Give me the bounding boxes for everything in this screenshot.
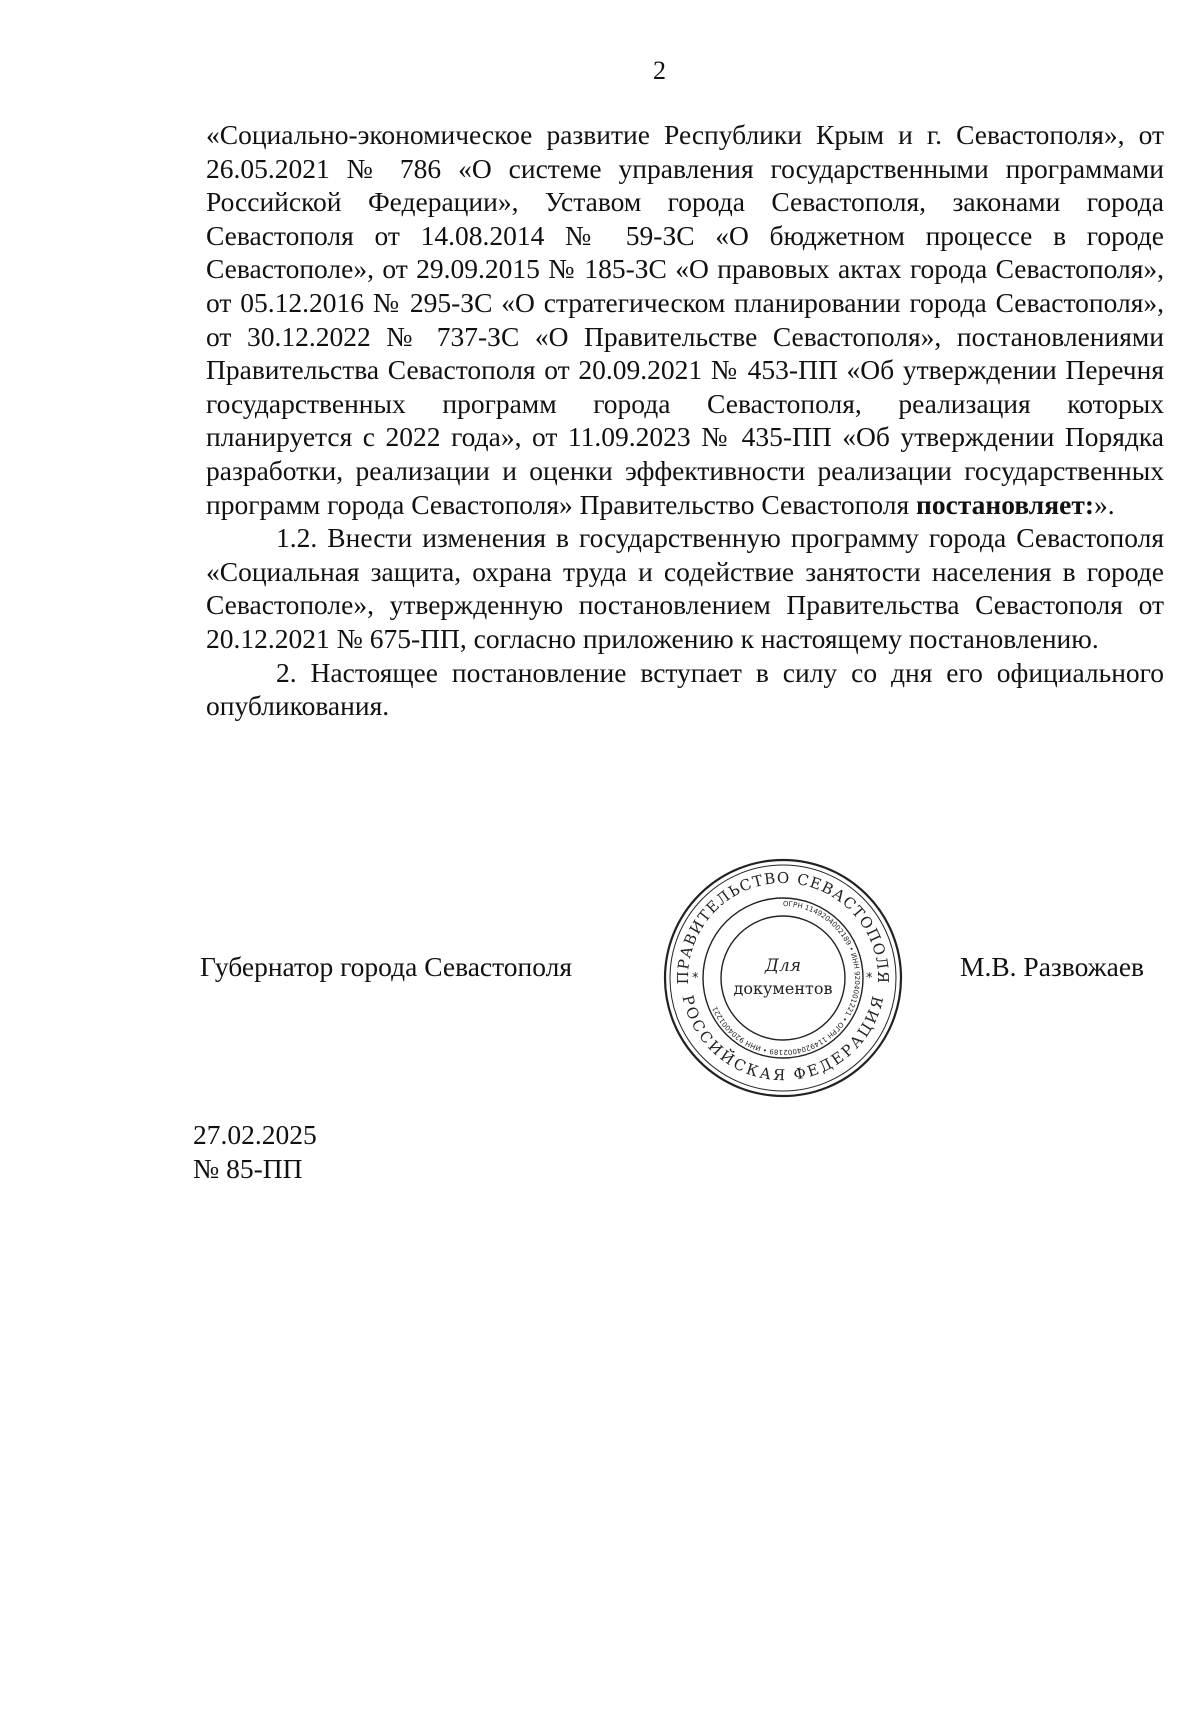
seal-outer-bottom-text: РОССИЙСКАЯ ФЕДЕРАЦИЯ	[678, 993, 888, 1085]
official-seal	[660, 855, 906, 1101]
paragraph-amendment: 1.2. Внести изменения в государственную программу города Севастополя «Социальная защита, охрана труда и содействие занятости населения в городе Севастополе», утвержденную постановлением Правительства Севастополя от 20.12.2021 № 675-ПП, согласно приложению к настоящему постановлению.	[206, 522, 1164, 654]
seal-outer-ring-inner	[670, 865, 896, 1091]
document-number: № 85-ПП	[193, 1153, 303, 1184]
signatory-title: Губернатор города Севастополя	[200, 951, 572, 982]
signature-block	[0, 951, 1200, 991]
page-number	[0, 56, 1200, 86]
page-number-text: 2	[653, 56, 666, 85]
seal-outer-top-text: ПРАВИТЕЛЬСТВО СЕВАСТОПОЛЯ	[673, 868, 893, 985]
signatory-name: М.В. Развожаев	[960, 951, 1145, 982]
seal-center-line2: документов	[733, 979, 833, 998]
seal-middle-ring	[703, 898, 863, 1058]
document-body	[206, 118, 1164, 723]
document-date: 27.02.2025	[193, 1119, 317, 1150]
paragraph-legal-basis	[206, 118, 1164, 521]
seal-center-line1: Для	[765, 956, 801, 976]
seal-inner-ring-text: ОГРН 1149204002189 • ИНН 9204001221 • ОГРН 1149204002189 • ИНН 9204001221	[711, 899, 861, 1057]
paragraph-entry-into-force: 2. Настоящее постановление вступает в силу со дня его официального опубликования.	[206, 656, 1164, 722]
seal-star-left: *	[692, 971, 699, 986]
paragraph-legal-basis-text: «Социально-экономическое развитие Республики Крым и г. Севастополя», от 26.05.2021 № 786 «О системе управления государственными программами Российской Федерации», Уставом города Севастополя, законами города Севастополя от 14.08.2014 № 59-ЗС «О бюджетном процессе в городе Севастополе», от 29.09.2015 № 185-ЗС «О правовых актах города Севастополя», от 05.12.2016 № 295-ЗС «О стратегическом планировании города Севастополя», от 30.12.2022 № 737-ЗС «О Правительстве Севастополя», постановлениями Правительства Севастополя от 20.09.2021 № 453-ПП «Об утверждении Перечня государственных программ города Севастополя, реализация которых планируется с 2022 года», от 11.09.2023 № 435-ПП «Об утверждении Порядка разработки, реализации и оценки эффективности реализации государственных программ города Севастополя» Правительство Севастополя	[206, 119, 1164, 520]
seal-star-right: *	[866, 971, 873, 986]
seal-inner-ring	[721, 916, 845, 1040]
document-date-block	[193, 1118, 317, 1186]
resolves-keyword: постановляет:	[916, 488, 1094, 520]
paragraph-legal-basis-tail: ».	[1094, 488, 1115, 520]
